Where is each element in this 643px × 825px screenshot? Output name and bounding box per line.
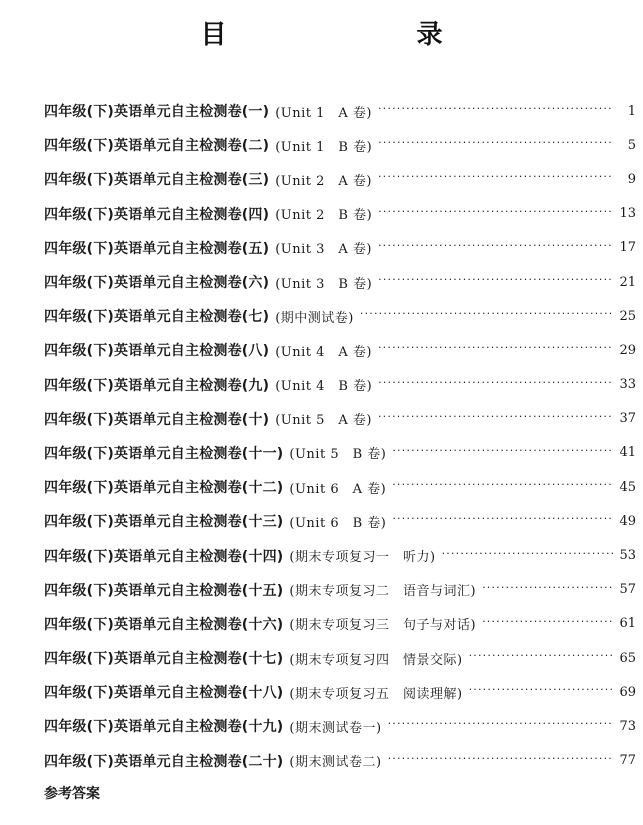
toc-entry[interactable] [44,128,636,162]
toc-entry-subtitle: (Unit 5 A 卷) [275,413,372,429]
toc-dot-leader [378,275,613,289]
toc-entry[interactable] [44,607,636,641]
toc-dot-leader [442,549,614,563]
toc-entry-title: 四年级(下)英语单元自主检测卷(六) [44,275,270,292]
toc-entry-title: 四年级(下)英语单元自主检测卷(十九) [44,719,284,736]
toc-entry-page-number: 17 [619,240,636,256]
toc-entry-subtitle: (Unit 3 B 卷) [275,276,373,292]
toc-dot-leader [378,207,613,221]
toc-entry-page-number: 25 [619,308,636,324]
toc-entry-page-number: 13 [619,206,636,222]
toc-entry-page-number: 21 [619,274,636,290]
toc-dot-leader [378,241,613,255]
toc-entry-title: 四年级(下)英语单元自主检测卷(十二) [44,480,284,497]
toc-entry-title: 四年级(下)英语单元自主检测卷(三) [44,172,270,189]
toc-entry-subtitle: (期中测试卷) [275,310,354,326]
toc-dot-leader [378,172,614,186]
toc-entry-title: 四年级(下)英语单元自主检测卷(十五) [44,582,284,599]
toc-entry-page-number: 57 [619,582,636,598]
toc-entry-subtitle: (Unit 4 B 卷) [275,379,373,395]
toc-entry[interactable] [44,402,636,436]
toc-entry[interactable] [44,333,636,367]
toc-dot-leader [378,104,614,118]
toc-dot-leader [378,412,613,426]
toc-entry[interactable] [44,436,636,470]
toc-entry[interactable] [44,94,636,128]
toc-entry[interactable] [44,709,636,743]
toc-entry-subtitle: (Unit 2 A 卷) [275,173,372,189]
toc-entry-subtitle: (Unit 4 A 卷) [275,344,372,360]
toc-entry-subtitle: (Unit 3 A 卷) [275,242,372,258]
toc-entry-title: 四年级(下)英语单元自主检测卷(十七) [44,651,284,668]
toc-dot-leader [388,719,614,733]
toc-entry-title: 四年级(下)英语单元自主检测卷(二) [44,138,270,155]
toc-entry-title: 四年级(下)英语单元自主检测卷(十四) [44,548,284,565]
toc-dot-leader [482,617,613,631]
toc-entry-page-number: 65 [619,650,636,666]
page-title: 目 录 [200,20,489,50]
toc-entry-subtitle: (期末专项复习五 阅读理解) [289,686,463,702]
toc-entry-title: 四年级(下)英语单元自主检测卷(八) [44,343,270,360]
toc-entry[interactable] [44,641,636,675]
toc-entry-title: 四年级(下)英语单元自主检测卷(七) [44,309,270,326]
toc-entry-subtitle: (Unit 2 B 卷) [275,208,373,224]
toc-entry-title: 四年级(下)英语单元自主检测卷(五) [44,240,270,257]
toc-entry[interactable] [44,299,636,333]
toc-entry[interactable] [44,231,636,265]
toc-entry-page-number: 9 [627,171,636,187]
toc-entry-subtitle: (期末专项复习一 听力) [289,550,436,566]
toc-entry-subtitle: (Unit 5 B 卷) [289,447,387,463]
toc-dot-leader [392,480,613,494]
toc-entry[interactable] [44,538,636,572]
toc-entry-page-number: 45 [619,479,636,495]
toc-dot-leader [392,514,613,528]
toc-entry-page-number: 5 [627,137,636,153]
toc-entry[interactable] [44,197,636,231]
toc-dot-leader [378,343,613,357]
toc-dot-leader [469,651,614,665]
toc-dot-leader [482,583,613,597]
toc-entry[interactable] [44,470,636,504]
toc-entry-subtitle: (Unit 1 B 卷) [275,139,373,155]
toc-entry[interactable] [44,504,636,538]
toc-entry-subtitle: (期末专项复习二 语音与词汇) [289,584,477,600]
toc-entry-title: 四年级(下)英语单元自主检测卷(二十) [44,753,284,770]
toc-entry-page-number: 53 [619,548,636,564]
toc-entry[interactable] [44,675,636,709]
toc-entry-page-number: 33 [619,377,636,393]
toc-entry-page-number: 73 [619,718,636,734]
toc-entry-title: 四年级(下)英语单元自主检测卷(九) [44,377,270,394]
toc-entry-page-number: 69 [619,684,636,700]
toc-entry-page-number: 29 [619,342,636,358]
toc-entry-page-number: 41 [619,445,636,461]
toc-dot-leader [388,754,614,768]
toc-entry-title: 四年级(下)英语单元自主检测卷(十一) [44,445,284,462]
toc-entry-title: 四年级(下)英语单元自主检测卷(十八) [44,685,284,702]
toc-dot-leader [392,446,613,460]
toc-entry-title: 四年级(下)英语单元自主检测卷(十六) [44,616,284,633]
toc-dot-leader [378,138,614,152]
toc-entry-page-number: 61 [619,616,636,632]
toc-entry-page-number: 77 [619,753,636,769]
toc-entry-title: 四年级(下)英语单元自主检测卷(一) [44,104,270,121]
answers-heading: 参考答案 [44,786,100,802]
toc-list [44,94,636,778]
toc-entry[interactable] [44,744,636,778]
toc-entry-subtitle: (Unit 6 B 卷) [289,515,387,531]
toc-entry-subtitle: (Unit 1 A 卷) [275,105,372,121]
toc-entry-page-number: 49 [619,513,636,529]
toc-entry-subtitle: (Unit 6 A 卷) [289,481,387,497]
toc-entry-title: 四年级(下)英语单元自主检测卷(十三) [44,514,284,531]
toc-entry-page-number: 1 [627,103,636,119]
toc-entry-title: 四年级(下)英语单元自主检测卷(十) [44,411,270,428]
toc-entry-page-number: 37 [619,411,636,427]
toc-entry-subtitle: (期末专项复习三 句子与对话) [289,618,477,634]
toc-entry-subtitle: (期末测试卷二) [289,755,382,771]
toc-dot-leader [360,309,614,323]
toc-entry[interactable] [44,573,636,607]
toc-entry[interactable] [44,265,636,299]
toc-entry[interactable] [44,162,636,196]
toc-dot-leader [378,378,613,392]
toc-dot-leader [469,685,614,699]
toc-entry[interactable] [44,368,636,402]
toc-entry-title: 四年级(下)英语单元自主检测卷(四) [44,206,270,223]
toc-entry-subtitle: (期末专项复习四 情景交际) [289,652,463,668]
toc-entry-subtitle: (期末测试卷一) [289,720,382,736]
